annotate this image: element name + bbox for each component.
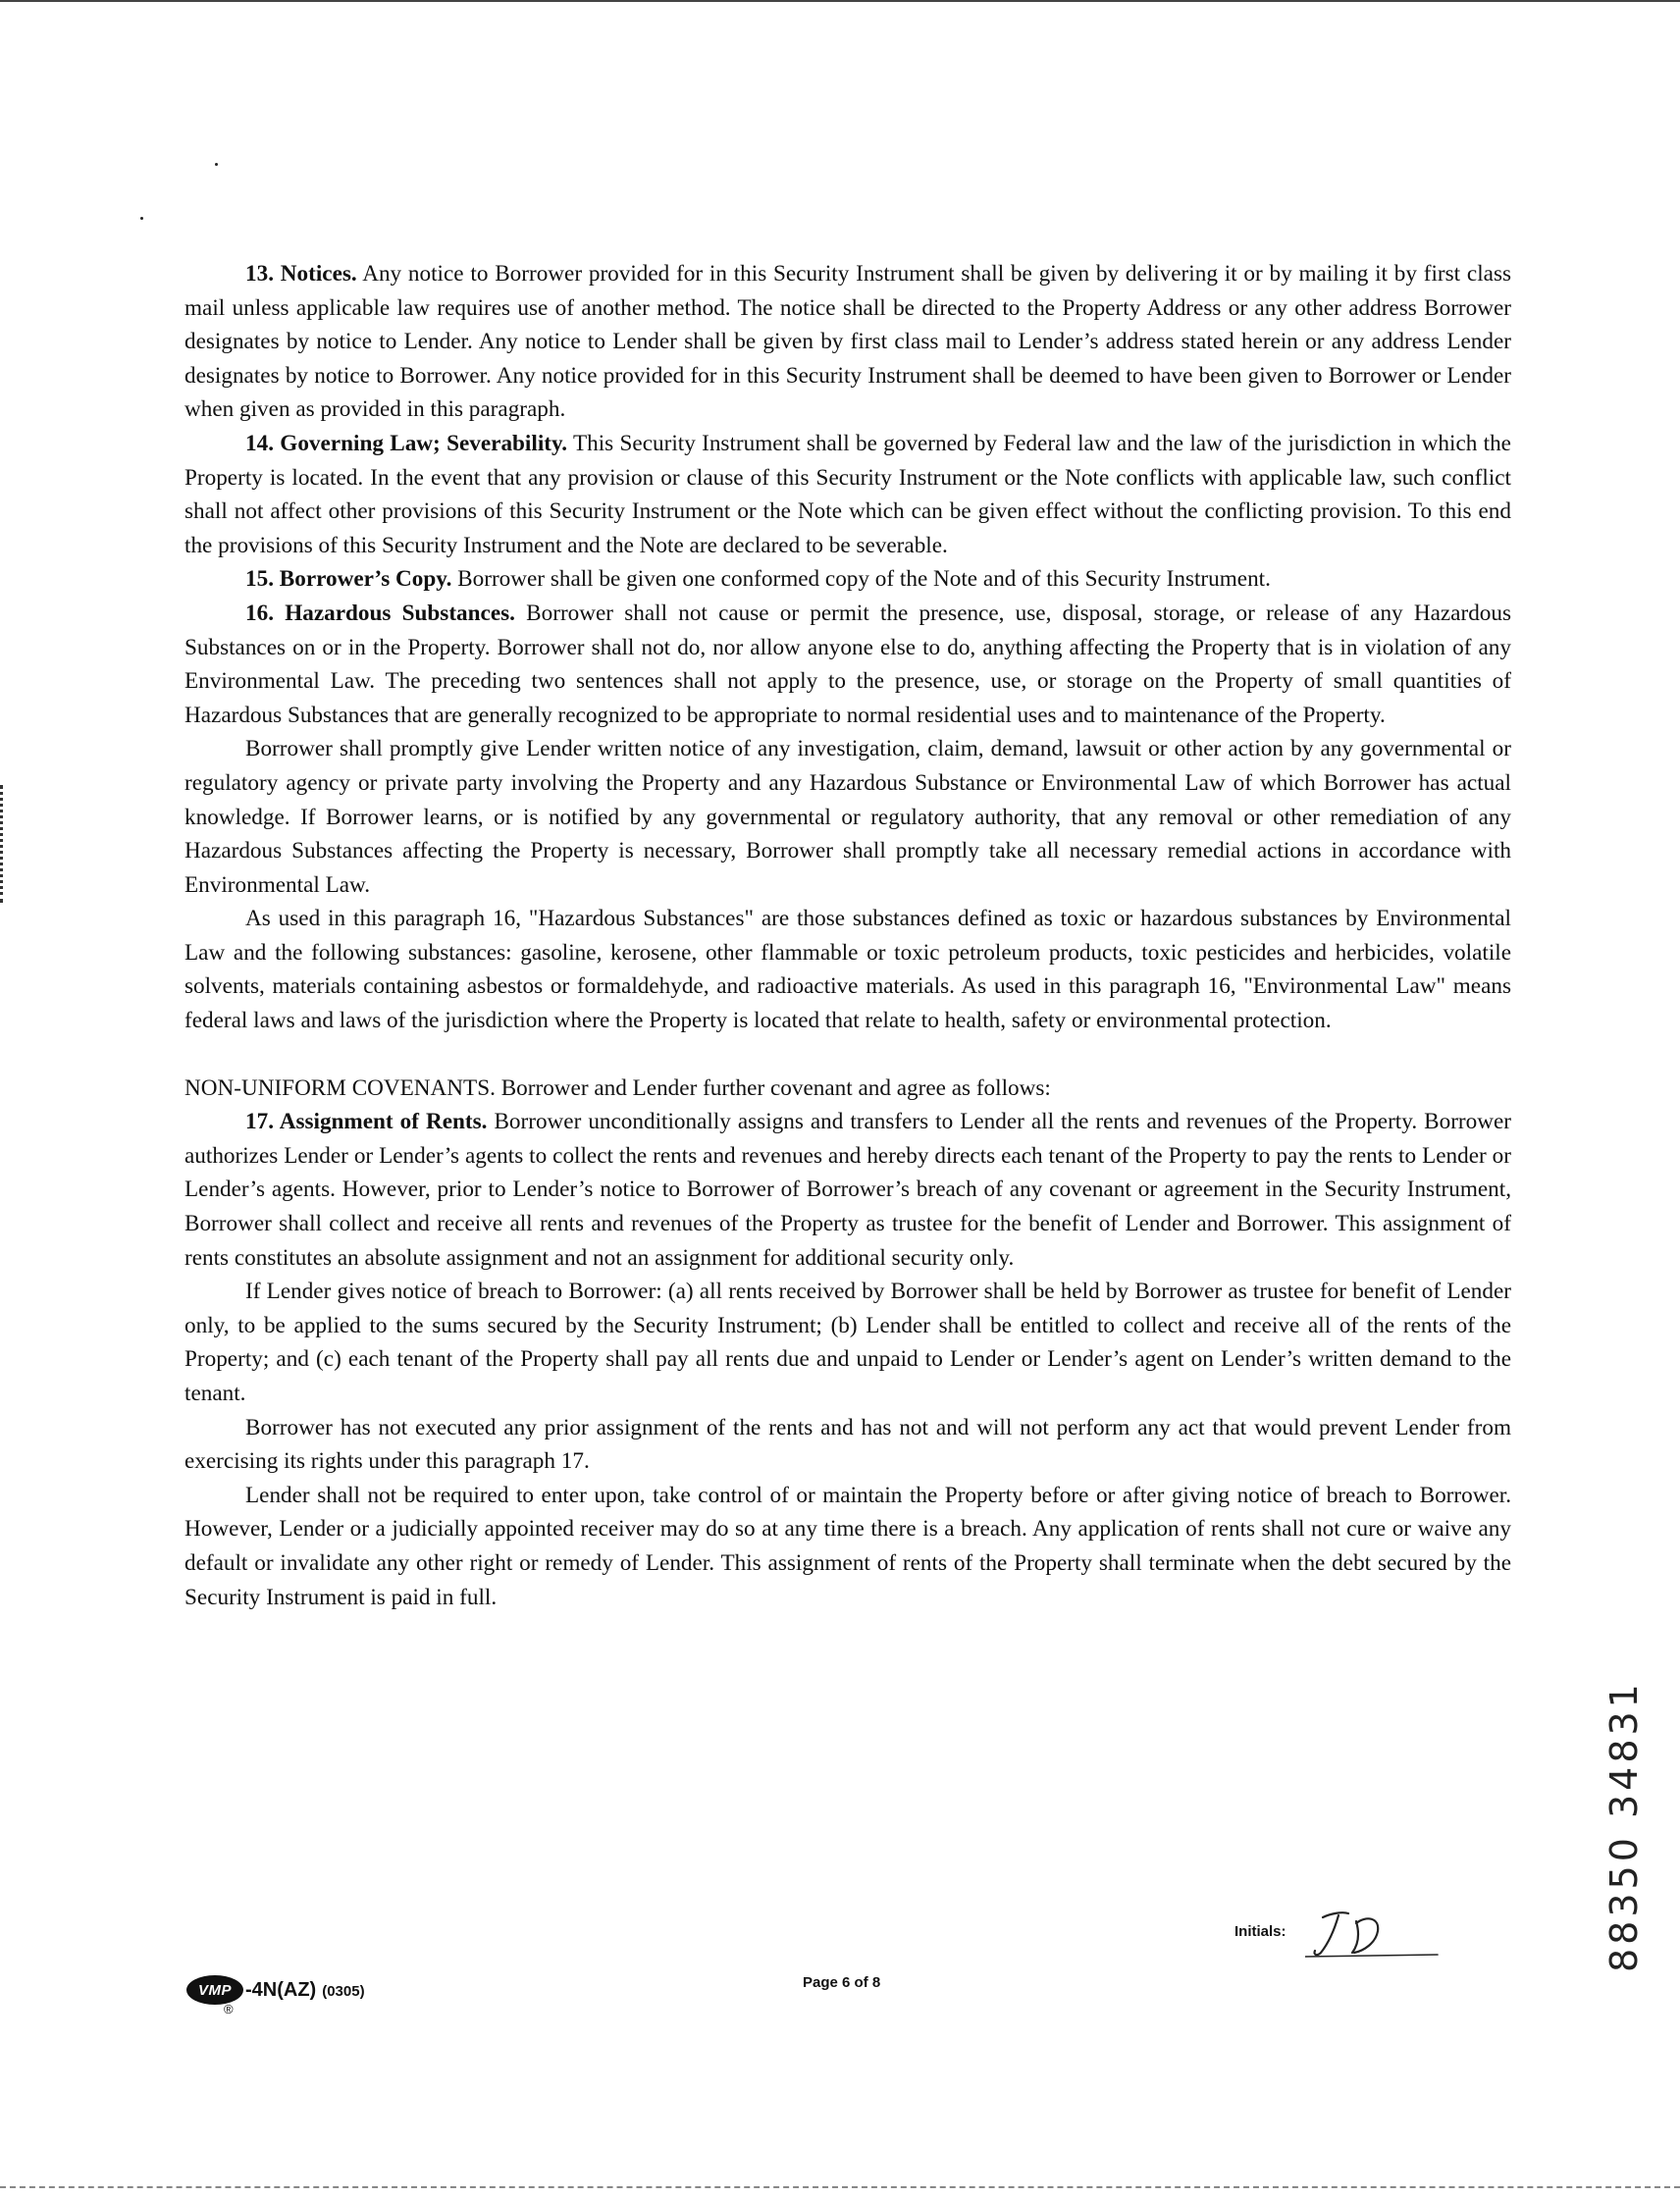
scan-speck xyxy=(140,217,143,220)
document-body xyxy=(184,257,1511,1614)
paragraph-15-borrowers-copy: 15. Borrower’s Copy. Borrower shall be given one conformed copy of the Note and of this Security Instrument. xyxy=(245,566,1271,593)
page-number: Page 6 of 8 xyxy=(803,1974,881,1991)
form-date: (0305) xyxy=(322,1983,365,2000)
vmp-logo: VMP xyxy=(186,1975,243,2005)
form-code: -4N(AZ) xyxy=(245,1978,317,2001)
registered-mark: ® xyxy=(224,2002,234,2016)
side-document-number: 88350 34831 xyxy=(1602,1680,1646,1972)
paragraph-16-definitions: As used in this paragraph 16, "Hazardous Substances" are those substances defined as toxic or hazardous substances by Environmental Law and the following substances: gasoline, kerosene, other flammable or toxic petroleum products, toxic pesticides and herbicides, volatile solvents, materials containing asbestos or formaldehyde, and radioactive materials. As used in this paragraph 16, "Environmental Law" means federal laws and laws of the jurisdiction where the Property is located that relate to health, safety or environmental protection. xyxy=(184,906,1511,1034)
initials-label: Initials: xyxy=(1234,1923,1286,1940)
paragraph-14-governing-law: 14. Governing Law; Severability. This Security Instrument shall be governed by Federal law and the law of the jurisdiction in which the Property is located. In the event that any provision or clause of this Security Instrument or the Note conflicts with applicable law, such conflict shall not affect other provisions of this Security Instrument or the Note which can be given effect without the conflicting provision. To this end the provisions of this Security Instrument and the Note are declared to be severable. xyxy=(184,430,1511,558)
scan-speck xyxy=(215,163,218,166)
paragraph-17-prior-assignment: Borrower has not executed any prior assignment of the rents and has not and will not perform any act that would prevent Lender from exercising its rights under this paragraph 17. xyxy=(184,1414,1511,1475)
bottom-edge-line xyxy=(0,2186,1680,2188)
form-footer-logo xyxy=(186,1970,365,2010)
paragraph-16-notice: Borrower shall promptly give Lender written notice of any investigation, claim, demand, lawsuit or other action by any governmental or regulatory agency or private party involving the Property and any Hazardous Substance or Environmental Law of which Borrower has actual knowledge. If Borrower learns, or is notified by any governmental or regulatory authority, that any removal or other remediation of any Hazardous Substances affecting the Property is necessary, Borrower shall promptly take all necessary remedial actions in accordance with Environmental Law. xyxy=(184,736,1511,898)
paragraph-17-breach-notice: If Lender gives notice of breach to Borrower: (a) all rents received by Borrower shall be held by Borrower as trustee for benefit of Lender only, to be applied to the sums secured by the Security Instrument; (b) Lender shall be entitled to collect and receive all of the rents of the Property; and (c) each tenant of the Property shall pay all rents due and unpaid to Lender or Lender’s agent on Lender’s written demand to the tenant. xyxy=(184,1279,1511,1406)
paragraph-17-assignment-of-rents: 17. Assignment of Rents. Borrower unconditionally assigns and transfers to Lender all the rents and revenues of the Property. Borrower authorizes Lender or Lender’s agents to collect the rents and revenues and hereby directs each tenant of the Property to pay the rents to Lender or Lender’s agents. However, prior to Lender’s notice to Borrower of Borrower’s breach of any covenant or agreement in the Security Instrument, Borrower shall collect and receive all rents and revenues of the Property as trustee for the benefit of Lender and Borrower. This assignment of rents constitutes an absolute assignment and not an assignment for additional security only. xyxy=(184,1109,1511,1271)
scan-edge-marks xyxy=(0,785,7,903)
initials-signature xyxy=(1305,1906,1443,1964)
non-uniform-covenants-heading: NON-UNIFORM COVENANTS. Borrower and Lender further covenant and agree as follows: xyxy=(184,1074,1051,1101)
paragraph-17-lender-control: Lender shall not be required to enter upon, take control of or maintain the Property before or after giving notice of breach to Borrower. However, Lender or a judicially appointed receiver may do so at any time there is a breach. Any application of rents shall not cure or waive any default or invalidate any other right or remedy of Lender. This assignment of rents of the Property shall terminate when the debt secured by the Security Instrument is paid in full. xyxy=(184,1482,1511,1610)
paragraph-13-notices: 13. Notices. Any notice to Borrower provided for in this Security Instrument shall be given by delivering it or by mailing it by first class mail unless applicable law requires use of another method. The notice shall be directed to the Property Address or any other address Borrower designates by notice to Lender. Any notice to Lender shall be given by first class mail to Lender’s address stated herein or any address Lender designates by notice to Borrower. Any notice provided for in this Security Instrument shall be deemed to have been given to Borrower or Lender when given as provided in this paragraph. xyxy=(184,261,1511,423)
paragraph-16-hazardous-substances: 16. Hazardous Substances. Borrower shall not cause or permit the presence, use, disposal, storage, or release of any Hazardous Substances on or in the Property. Borrower shall not do, nor allow anyone else to do, anything affecting the Property that is in violation of any Environmental Law. The preceding two sentences shall not apply to the presence, use, or storage on the Property of small quantities of Hazardous Substances that are generally recognized to be appropriate to normal residential uses and to maintenance of the Property. xyxy=(184,600,1511,728)
top-edge-line xyxy=(0,0,1680,2)
